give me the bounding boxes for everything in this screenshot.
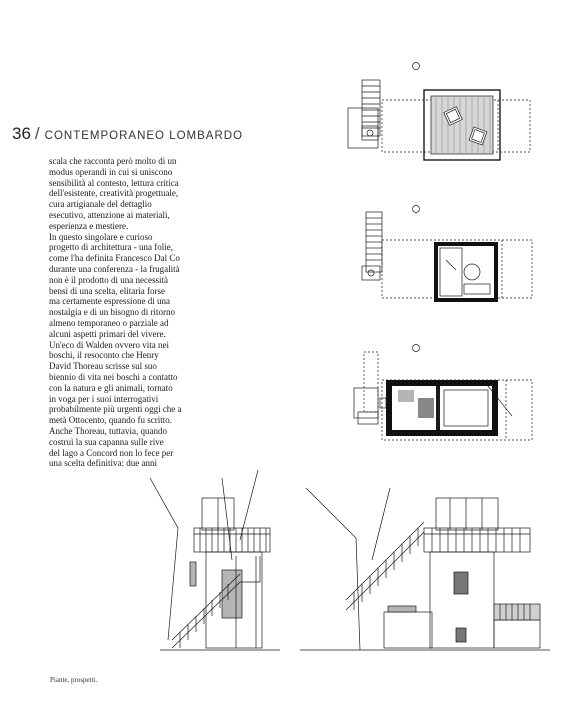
body-line: David Thoreau scrisse sul suo	[49, 361, 157, 372]
body-line: biennio di vita nei boschi a contatto	[49, 371, 178, 382]
body-line: Un'eco di Walden ovvero vita nei	[49, 339, 169, 350]
body-line: metà Ottocento, quando fu scritto.	[49, 415, 172, 426]
page-number: 36	[12, 124, 31, 143]
body-line: dell'esistente, creatività progettuale,	[49, 188, 179, 199]
body-line: con la natura e gli animali, tornato	[49, 382, 173, 393]
body-line: bensì di una scelta, elitaria forse	[49, 285, 165, 296]
body-line: cura artigianale del dettaglio	[49, 199, 152, 210]
body-line: boschi, il resoconto che Henry	[49, 350, 159, 361]
header-separator: /	[34, 124, 40, 143]
body-line: sensibilità al contesto, lettura critica	[49, 177, 179, 188]
plan-middle-level	[362, 206, 532, 303]
body-line: durante una conferenza - la frugalità	[49, 263, 180, 274]
body-line: probabilmente più urgenti oggi che a	[49, 404, 182, 415]
body-line: In questo singolare e curioso	[49, 231, 153, 242]
plan-ground-level	[354, 345, 532, 441]
section-title: CONTEMPORANEO LOMBARDO	[44, 130, 244, 142]
figure-caption: Piante, prospetti.	[50, 676, 98, 684]
body-line: costruì la sua capanna sulle rive	[49, 436, 164, 447]
body-line: alcuni aspetti primari del vivere.	[49, 328, 166, 339]
body-line: almeno temporaneo o parziale ad	[49, 317, 169, 328]
body-line: modus operandi in cui si uniscono	[49, 166, 173, 177]
elevation-front	[300, 488, 550, 650]
body-line: in voga per i suoi interrogativi	[49, 393, 159, 404]
body-line: del lago a Concord non lo fece per	[49, 447, 174, 458]
body-line: nostalgia e di un bisogno di ritorno	[49, 307, 175, 318]
elevation-side	[150, 470, 280, 650]
body-line: ma certamente espressione di una	[49, 296, 170, 307]
body-line: scala che racconta però molto di un	[49, 156, 177, 166]
body-line: una scelta definitiva: due anni	[49, 458, 157, 469]
body-line: esperienza e mestiere.	[49, 220, 129, 231]
plan-top-level	[348, 63, 530, 161]
body-line: come l'ha definita Francesco Dal Co	[49, 253, 180, 264]
body-line: Anche Thoreau, tuttavia, quando	[49, 425, 168, 436]
body-line: esecutivo, attenzione ai materiali,	[49, 209, 170, 220]
body-line: non è il prodotto di una necessità	[49, 274, 168, 285]
body-line: progetto di architettura - una folie,	[49, 242, 173, 253]
